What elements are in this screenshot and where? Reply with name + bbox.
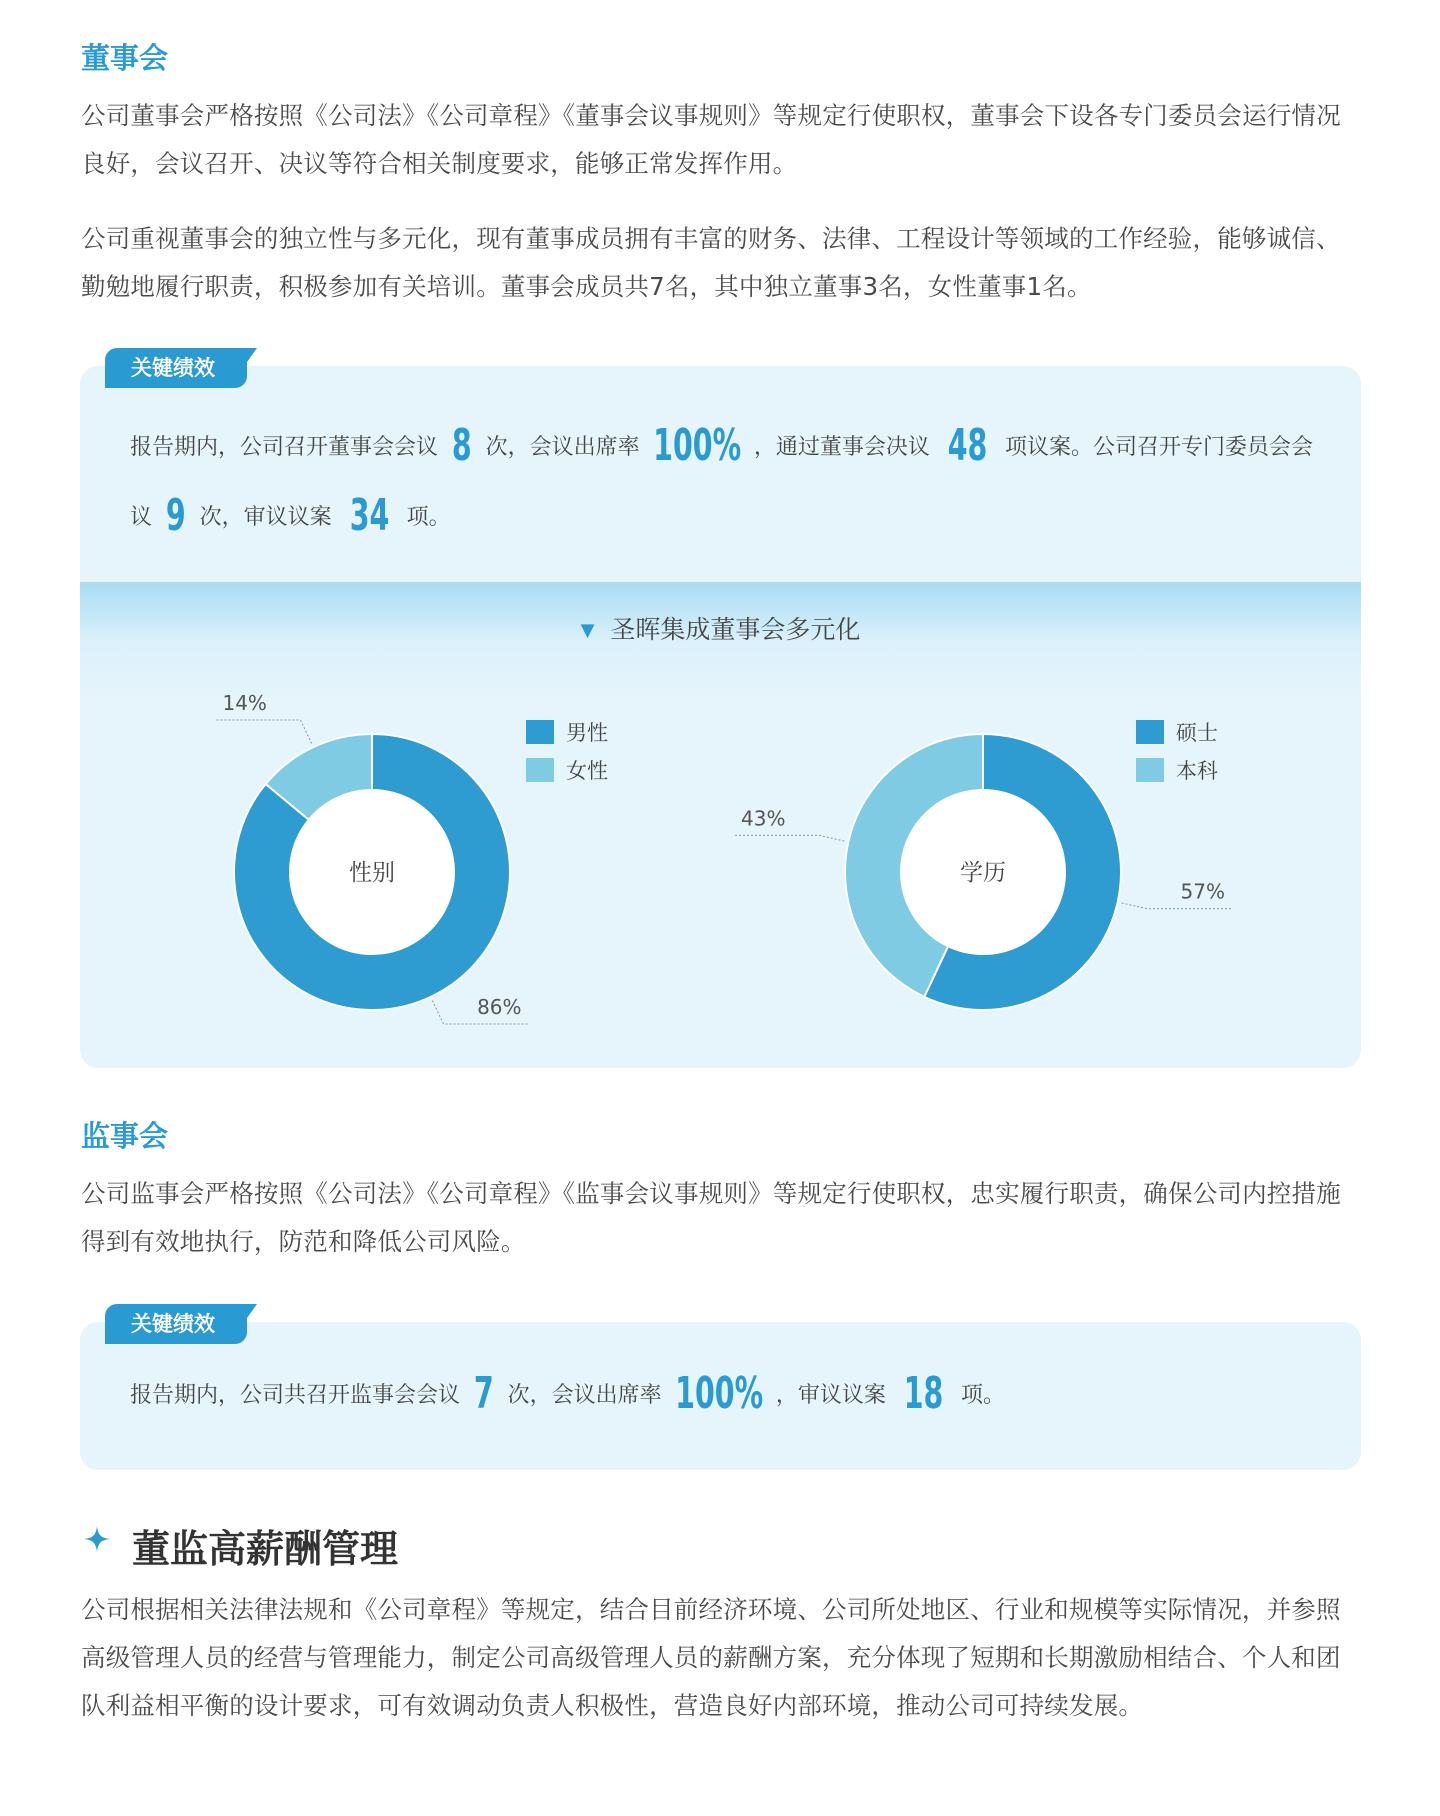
board-kpi-text [130, 412, 1321, 552]
supervisors-proposals-value: 18 [903, 1368, 944, 1419]
leader-line-1-0 [1122, 903, 1231, 909]
supervisors-kpi-text-3: ，审议议案 [775, 1383, 886, 1408]
board-heading: 董事会 [81, 41, 169, 75]
diversity-title-text: 圣晖集成董事会多元化 [610, 615, 861, 644]
triangle-down-icon: ▼ [580, 620, 595, 641]
compensation-heading: 董监高薪酬管理 [132, 1527, 399, 1571]
supervisors-kpi-text-1: 报告期内，公司共召开监事会会议 [130, 1383, 461, 1408]
supervisors-kpi-text-4: 项。 [960, 1383, 1005, 1408]
board-kpi-text-4: 项议案。公司召开专门委员会会议 [130, 435, 1313, 530]
donut-center-label-0: 性别 [349, 860, 395, 886]
leader-line-1-1 [735, 835, 844, 841]
diversity-chart-panel [80, 582, 1361, 1068]
slice-label-0-0: 86% [477, 995, 522, 1020]
donut-center-label-1: 学历 [960, 860, 1006, 886]
legend-swatch-1-1 [1136, 758, 1164, 782]
board-kpi-text-2: 次，会议出席率 [485, 435, 640, 460]
slice-label-1-0: 57% [1180, 879, 1225, 904]
board-resolutions-value: 48 [947, 420, 988, 471]
legend-label-0-0: 男性 [566, 721, 608, 745]
legend-label-0-1: 女性 [566, 759, 608, 783]
board-kpi-text-1: 报告期内，公司召开董事会会议 [130, 435, 439, 460]
legend-swatch-0-0 [526, 720, 554, 744]
board-kpi-tag: 关键绩效 [105, 348, 247, 388]
committee-proposals-value: 34 [349, 490, 389, 541]
sparkle-icon [82, 1524, 112, 1554]
legend-label-1-0: 硕士 [1176, 721, 1218, 745]
supervisors-kpi-text-2: 次，会议出席率 [507, 1383, 662, 1408]
board-paragraph-1: 公司董事会严格按照《公司法》《公司章程》《董事会议事规则》等规定行使职权，董事会下设各专门委员会运行情况良好，会议召开、决议等符合相关制度要求，能够正常发挥作用。 [81, 101, 1341, 178]
board-kpi-panel [80, 356, 1361, 582]
donut-charts [80, 582, 1361, 1068]
supervisors-kpi-tag: 关键绩效 [105, 1304, 247, 1344]
slice-label-1-1: 43% [741, 806, 786, 831]
board-kpi-text-5: 次，审议议案 [199, 505, 332, 530]
supervisors-kpi-text [130, 1360, 1321, 1430]
compensation-paragraph: 公司根据相关法律法规和《公司章程》等规定，结合目前经济环境、公司所处地区、行业和规模等实际情况，并参照高级管理人员的经营与管理能力，制定公司高级管理人员的薪酬方案，充分体现了短期和长期激励相结合、个人和团队利益相平衡的设计要求，可有效调动负责人积极性，营造良好内部环境，推动公司可持续发展。 [81, 1595, 1341, 1720]
supervisors-heading: 监事会 [81, 1119, 169, 1153]
slice-label-0-1: 14% [222, 690, 267, 715]
board-kpi-text-6: 项。 [406, 505, 451, 530]
committee-meetings-value: 9 [165, 490, 186, 541]
legend-swatch-1-0 [1136, 720, 1164, 744]
legend-label-1-1: 本科 [1176, 759, 1218, 783]
board-meetings-value: 8 [451, 420, 472, 471]
supervisors-paragraph: 公司监事会严格按照《公司法》《公司章程》《监事会议事规则》等规定行使职权，忠实履行职责，确保公司内控措施得到有效地执行，防范和降低公司风险。 [81, 1179, 1341, 1256]
supervisors-attendance-value: 100% [674, 1368, 763, 1419]
supervisors-kpi-panel [80, 1312, 1361, 1470]
board-attendance-value: 100% [652, 420, 741, 471]
legend-swatch-0-1 [526, 758, 554, 782]
supervisors-meetings-value: 7 [473, 1368, 494, 1419]
leader-line-0-1 [216, 720, 311, 744]
board-kpi-text-3: ，通过董事会决议 [753, 435, 930, 460]
board-paragraph-2: 公司重视董事会的独立性与多元化，现有董事成员拥有丰富的财务、法律、工程设计等领域的工作经验，能够诚信、勤勉地履行职责，积极参加有关培训。董事会成员共7名，其中独立董事3名，女性董事1名。 [81, 224, 1341, 301]
